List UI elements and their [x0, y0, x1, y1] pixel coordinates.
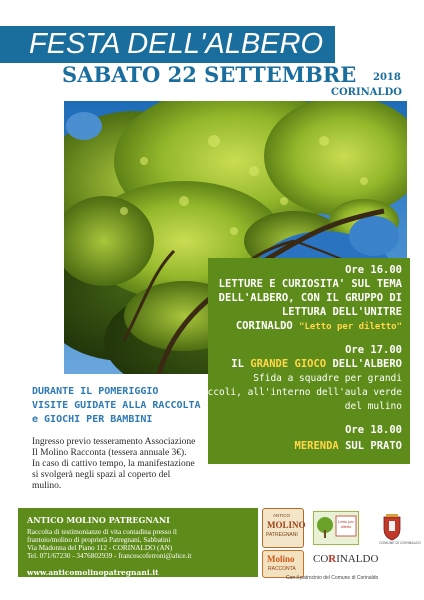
- logo-antico-text: ANTICO: [273, 513, 291, 518]
- unitre-logo: [313, 511, 359, 545]
- event1-place: CORINALDO: [235, 320, 293, 332]
- time-18: Ore 18.00: [345, 424, 402, 436]
- footer-details: [27, 528, 257, 560]
- time-17: Ore 17.00: [345, 344, 402, 356]
- info-line2: Il Molino Racconta (tessera annuale 3€).: [32, 448, 187, 458]
- footer-website-link[interactable]: www.anticomolinopatregnani.it: [27, 568, 159, 577]
- event-date: SABATO 22 SETTEMBRE: [62, 62, 357, 87]
- event1-line4: [236, 320, 402, 332]
- patrocinio-note: Con il patrocinio del Comune di Corinaldo: [286, 575, 379, 581]
- program-panel: [184, 258, 410, 464]
- comune-label: COMUNE DI CORINALDO: [379, 541, 421, 545]
- logo-patregnani-text: PATREGNANI: [266, 532, 298, 538]
- afternoon-line1: DURANTE IL POMERIGGIO: [32, 386, 159, 397]
- crest-icon: [381, 513, 403, 541]
- event2-suffix: DELL'ALBERO: [332, 358, 402, 370]
- corinaldo-part1: CO: [313, 553, 329, 565]
- corinaldo-part3: INALDO: [336, 553, 379, 565]
- logo-molino-text: MOLINO: [267, 520, 306, 530]
- footer-box: [18, 508, 258, 577]
- event3-suffix: SUL PRATO: [345, 440, 402, 452]
- info-line1: Ingresso previo tesseramento Associazione: [32, 437, 196, 447]
- unitre-logo-text: Letto per diletto: [338, 519, 354, 529]
- event2-highlight: GRANDE GIOCO: [250, 358, 327, 370]
- event3-line: [295, 440, 403, 452]
- logo-racconta-text: RACCONTA: [268, 566, 296, 572]
- info-line4: si svolgerà negli spazi al coperto del: [32, 470, 171, 480]
- event2-line4: del mulino: [344, 401, 402, 412]
- info-text: [32, 437, 208, 492]
- footer-title: ANTICO MOLINO PATREGNANI: [27, 515, 170, 525]
- footer-line4: Tel. 071/67230 - 3476802939 - francescoferroni@alice.it: [27, 552, 192, 560]
- corinaldo-logo: [313, 553, 379, 571]
- info-line3: In caso di cattivo tempo, la manifestazione: [32, 459, 195, 469]
- event2-line1: [231, 358, 402, 370]
- afternoon-line2: VISITE GUIDATE ALLA RACCOLTA: [32, 400, 201, 411]
- event3-highlight: MERENDA: [294, 440, 339, 452]
- event-year: 2018: [373, 72, 401, 83]
- event-title: FESTA DELL'ALBERO: [29, 28, 324, 60]
- event-place: CORINALDO: [331, 87, 402, 98]
- event2-line2: Sfida a squadre per grandi: [253, 373, 402, 384]
- info-line5: mulino.: [32, 481, 62, 491]
- time-16: Ore 16.00: [345, 264, 402, 276]
- footer-line3: Via Madonna del Piano 112 - CORINALDO (AN): [27, 544, 173, 552]
- molino-racconta-logo: [262, 550, 304, 578]
- event1-line3: LETTURA DELL'UNITRE: [281, 306, 402, 318]
- event1-group: "Letto per diletto": [299, 322, 402, 332]
- corinaldo-wordmark: [313, 553, 378, 565]
- footer-line2: frantoio/molino di proprietà Patregnani, Sabbatini: [27, 536, 171, 544]
- comune-crest-logo: [381, 513, 403, 541]
- afternoon-line3: e GIOCHI PER BAMBINI: [32, 414, 153, 425]
- logo-molino2-text: Molino: [267, 554, 295, 564]
- molino-patregnani-logo: [262, 508, 304, 548]
- footer-line1: Raccolta di testimonianze di vita contadina presso il: [27, 528, 177, 536]
- event1-line2: DELL'ALBERO, CON IL GRUPPO DI: [218, 292, 402, 304]
- event2-line3: e piccoli, all'interno dell'aula verde: [184, 387, 402, 398]
- event2-prefix: IL: [231, 358, 244, 370]
- event1-line1: LETTURE E CURIOSITA' SUL TEMA: [218, 278, 402, 290]
- corinaldo-part2: R: [328, 553, 337, 565]
